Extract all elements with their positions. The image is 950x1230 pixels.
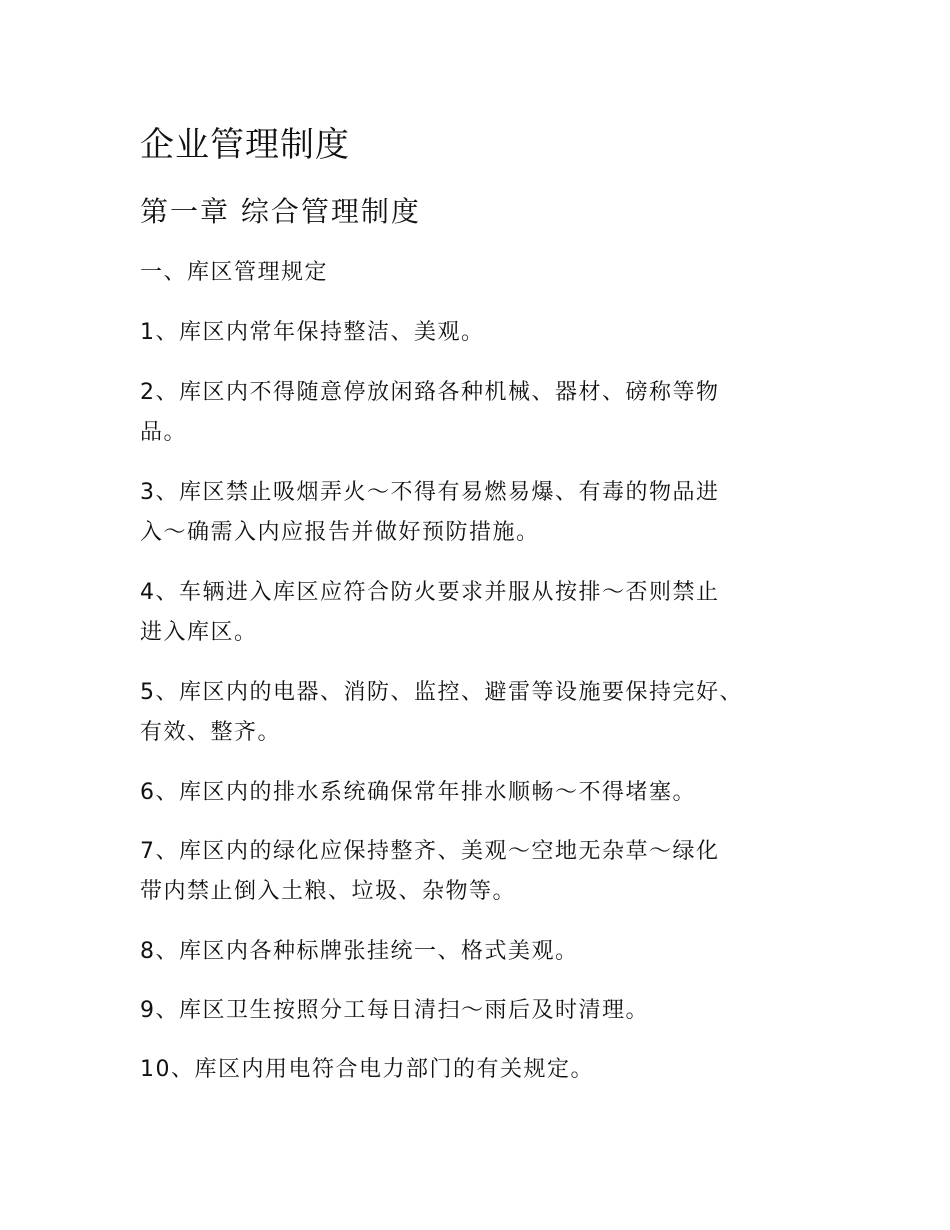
rule-item-10: [140, 1050, 840, 1090]
rule-item-line: 7、库区内的绿化应保持整齐、美观～空地无杂草～绿化: [140, 839, 720, 864]
rule-item-7: [140, 832, 840, 912]
rule-item-line: 入～确需入内应报告并做好预防措施。: [140, 520, 540, 545]
rule-item-8: [140, 932, 840, 972]
rule-item-3: [140, 473, 840, 553]
section-title: 一、库区管理规定: [140, 260, 329, 285]
chapter-title: 第一章 综合管理制度: [140, 195, 421, 228]
rule-item-line: 10、库区内用电符合电力部门的有关规定。: [140, 1057, 594, 1082]
rule-item-line: 6、库区内的排水系统确保常年排水顺畅～不得堵塞。: [140, 780, 696, 805]
rule-item-line: 8、库区内各种标牌张挂统一、格式美观。: [140, 939, 579, 964]
rule-item-line: 品。: [140, 420, 188, 445]
rule-item-line: 4、车辆进入库区应符合防火要求并服从按排～否则禁止: [140, 580, 720, 605]
rule-item-line: 进入库区。: [140, 620, 258, 645]
rule-item-9: [140, 991, 840, 1031]
document-title: 企业管理制度: [140, 125, 350, 165]
rule-item-line: 5、库区内的电器、消防、监控、避雷等设施要保持完好、: [140, 680, 743, 705]
rule-item-line: 带内禁止倒入土粮、垃圾、杂物等。: [140, 879, 517, 904]
rule-item-2: [140, 373, 840, 453]
rule-item-line: 1、库区内常年保持整洁、美观。: [140, 320, 485, 345]
rule-item-4: [140, 573, 840, 653]
rule-item-line: 有效、整齐。: [140, 720, 282, 745]
rule-item-1: [140, 313, 840, 353]
rule-item-line: 2、库区内不得随意停放闲臵各种机械、器材、磅称等物: [140, 380, 720, 405]
rule-item-6: [140, 773, 840, 813]
rule-item-line: 3、库区禁止吸烟弄火～不得有易燃易爆、有毒的物品进: [140, 480, 720, 505]
rule-item-line: 9、库区卫生按照分工每日清扫～雨后及时清理。: [140, 998, 649, 1023]
rule-item-5: [140, 673, 840, 753]
